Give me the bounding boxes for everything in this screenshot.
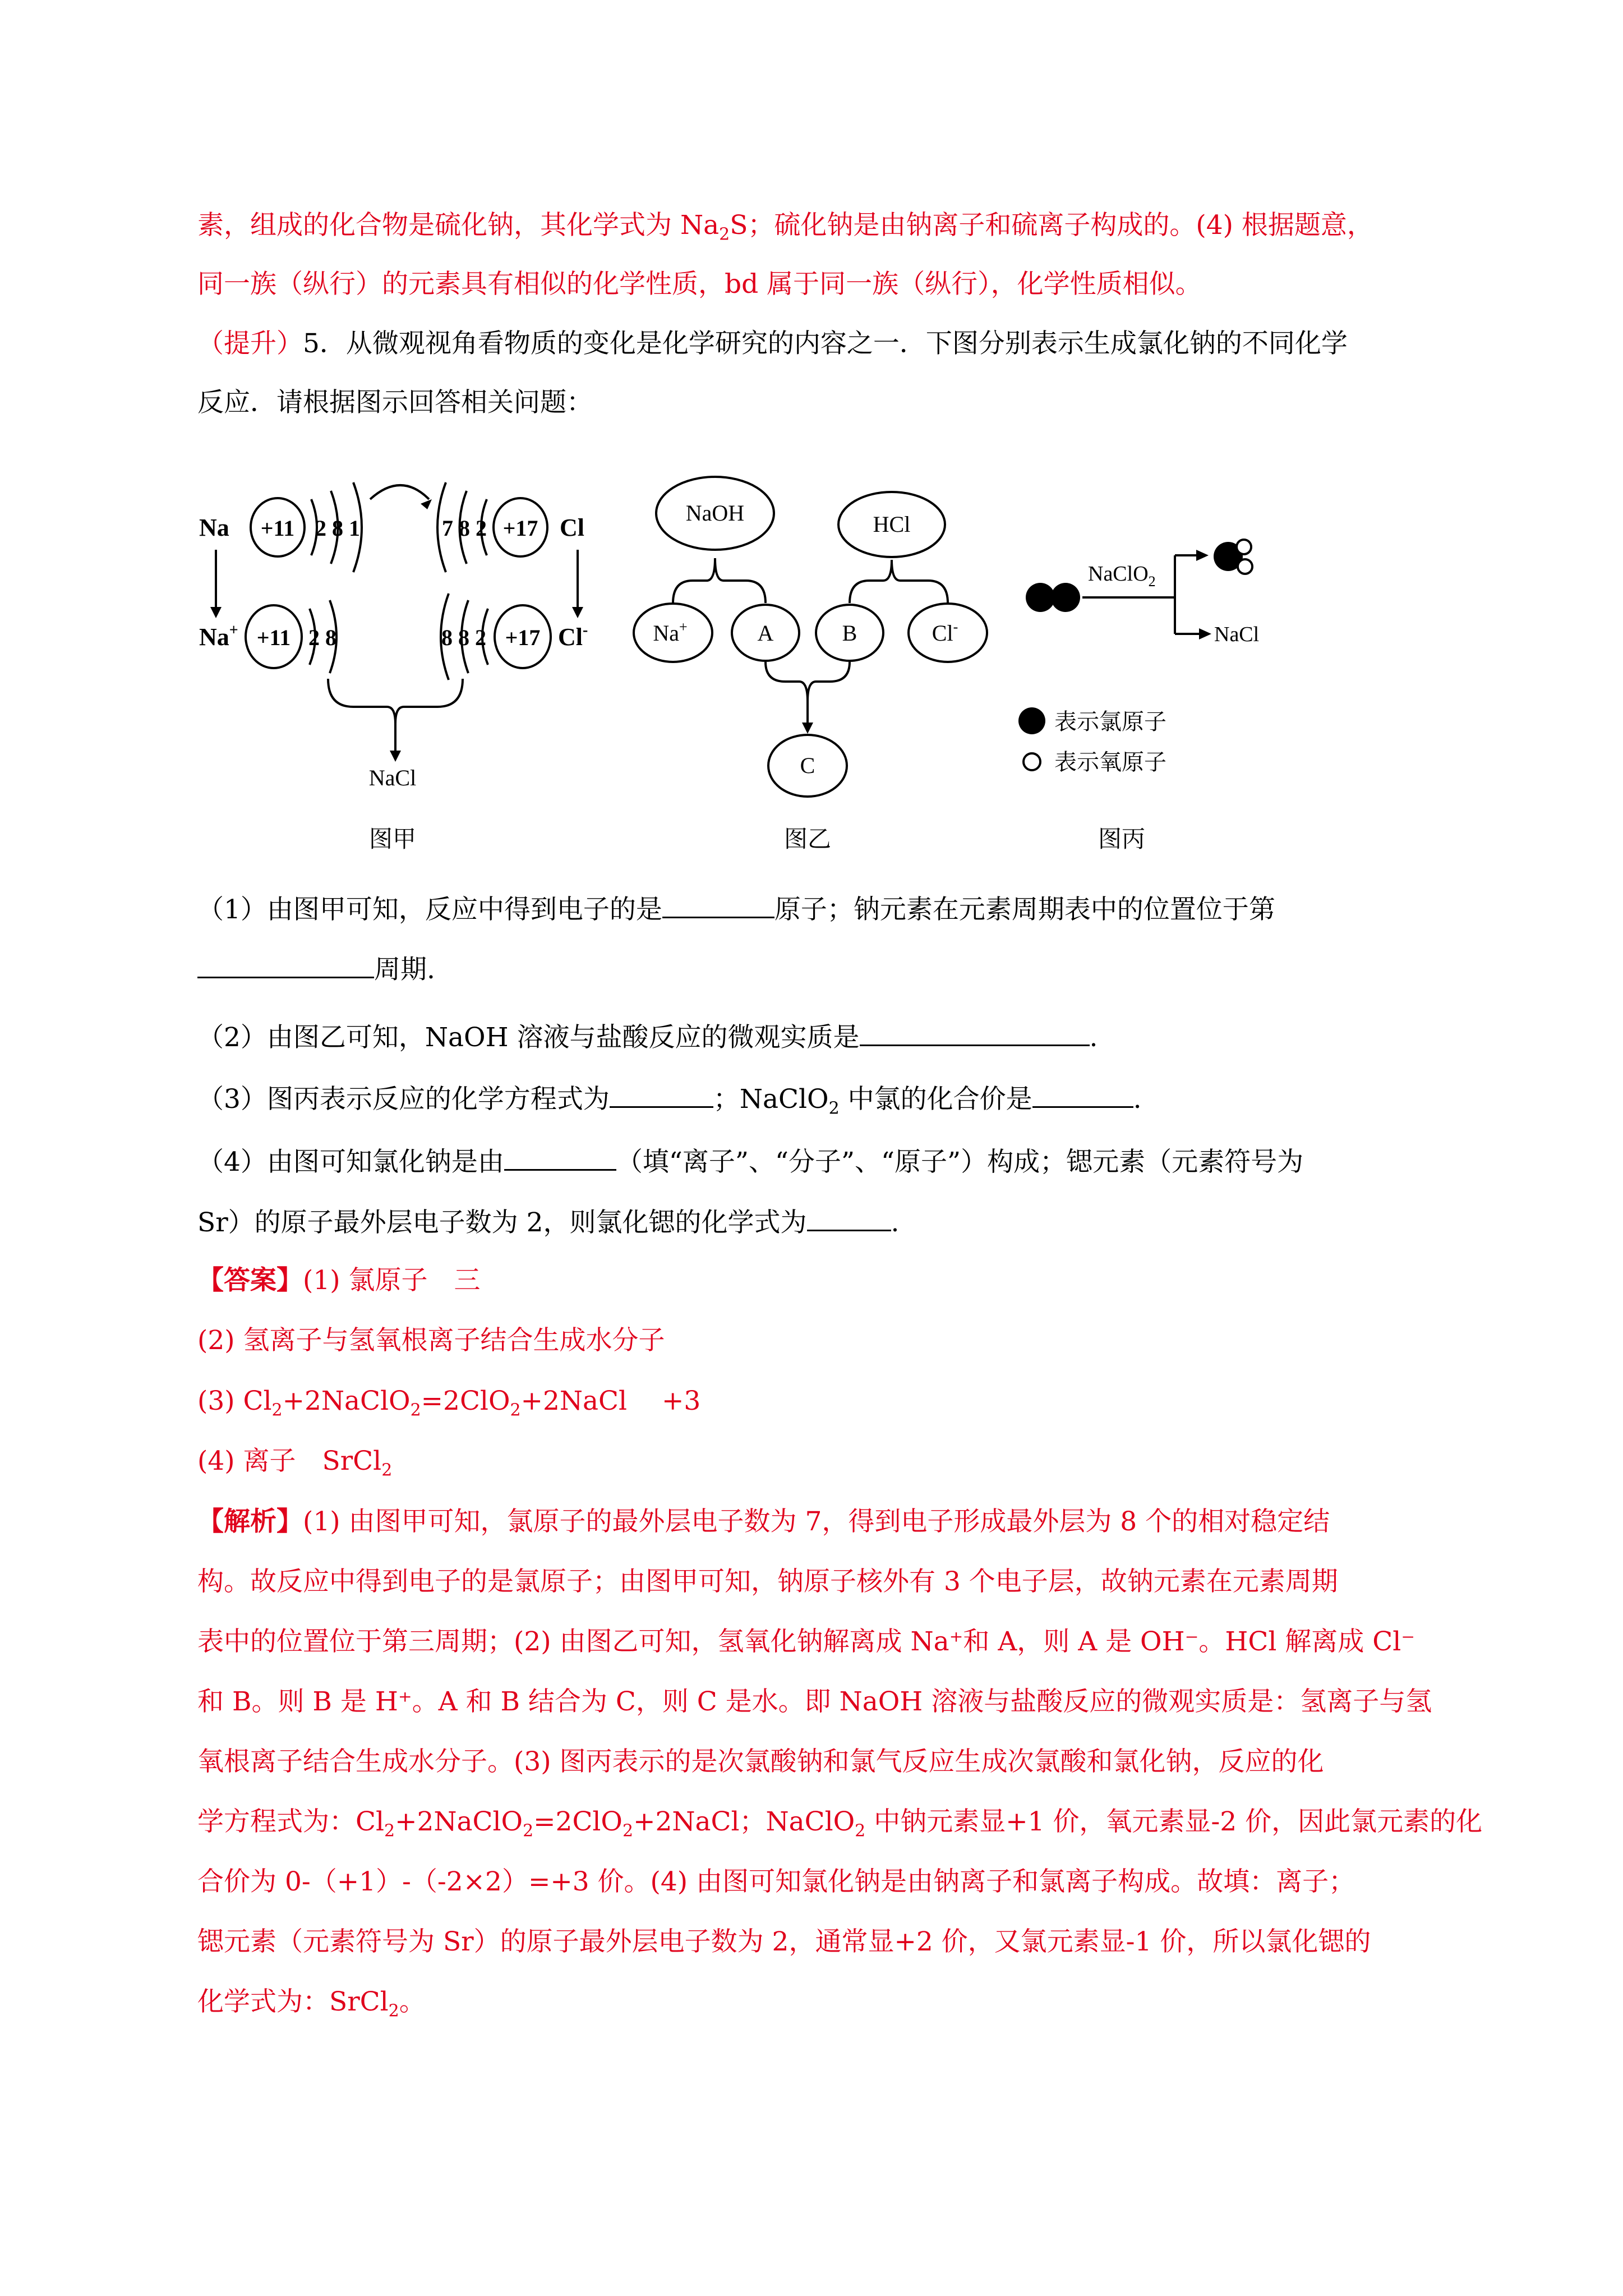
answer-tag: 【答案】 (197, 1265, 303, 1296)
cl-ion-label: Cl- (932, 619, 958, 646)
analysis-line-5: 氧根离子结合生成水分子。(3) 图丙表示的是次氯酸钠和氯气反应生成次氯酸和氯化钠，反应的化 (197, 1746, 1324, 1777)
q2-text: . (1089, 1022, 1098, 1053)
cl-shell-electrons: 7 8 2 (442, 516, 487, 541)
a-label: A (757, 620, 774, 646)
q4-text: （填“离子”、“分子”、“原子”）构成；锶元素（元素符号为 (616, 1147, 1304, 1177)
na-proton-label: +11 (260, 516, 295, 541)
figure-yi (628, 460, 1009, 864)
answer-text: (1) 氯原子 三 (303, 1265, 481, 1296)
oxygen-atom-icon (1238, 559, 1252, 574)
answer-blank[interactable] (1032, 1082, 1133, 1108)
q3-text: . (1133, 1084, 1142, 1115)
answer-blank[interactable] (662, 892, 774, 918)
chlorine-atom-icon (1026, 583, 1055, 612)
analysis-line-6: 学方程式为：$Cl_2+2NaClO_2=2ClO_2+2NaCl$；NaClO$_2$ 中钠元素显+1 价，氧元素显-2 价，因此氯元素的化 (197, 1806, 1483, 1841)
analysis-line-9: 化学式为：SrCl$_2$。 (197, 1986, 426, 2021)
question-text: 5．从微观视角看物质的变化是化学研究的内容之一．下图分别表示生成氯化钠的不同化学 (303, 328, 1348, 359)
analysis-continued-line-2: 同一族（纵行）的元素具有相似的化学性质，bd 属于同一族（纵行），化学性质相似。 (197, 269, 1202, 300)
answer-line-1 (197, 1264, 481, 1297)
na-ion-shell-electrons: 2 8 (308, 625, 336, 650)
q4-text: . (891, 1207, 900, 1238)
analysis-line-2: 构。故反应中得到电子的是氯原子；由图甲可知，钠原子核外有 3 个电子层，故钠元素在元素周期 (197, 1566, 1338, 1597)
answer-line-3: (3) $Cl_2+2NaClO_2=2ClO_2+2NaCl$ +3 (197, 1386, 701, 1420)
question-line-1 (197, 327, 1348, 361)
cl-ion-proton-label: +17 (505, 625, 541, 650)
legend-oxygen: 表示氧原子 (1054, 749, 1166, 775)
q2-text: （2）由图乙可知，NaOH 溶液与盐酸反应的微观实质是 (197, 1022, 860, 1053)
analysis-tag: 【解析】 (197, 1506, 303, 1537)
q3-text: （3）图丙表示反应的化学方程式为 (197, 1084, 610, 1115)
oxygen-legend-icon (1023, 753, 1040, 770)
q1-text: 原子；钠元素在元素周期表中的位置位于第 (774, 894, 1275, 925)
q1-line-2 (197, 952, 435, 987)
analysis-continued-line-1 (197, 209, 1373, 245)
cl-proton-label: +17 (502, 516, 538, 541)
figure-jia (191, 460, 617, 864)
q1-text: 周期. (374, 954, 435, 985)
answer-blank[interactable] (860, 1020, 1090, 1046)
analysis-line-3: 表中的位置位于第三周期；(2) 由图乙可知，氢氧化钠解离成 Na⁺和 A，则 A 是 OH⁻。HCl 解离成 Cl⁻ (197, 1626, 1415, 1657)
analysis-line-4: 和 B。则 B 是 H⁺。A 和 B 结合为 C，则 C 是水。即 NaOH 溶液与盐酸反应的微观实质是：氢离子与氢 (197, 1686, 1432, 1717)
text-run: S；硫化钠是由钠离子和硫离子构成的。(4) 根据题意， (730, 210, 1373, 241)
na-ion-proton-label: +11 (256, 625, 291, 650)
naoh-label: NaOH (685, 500, 745, 526)
question-line-2: 反应．请根据图示回答相关问题： (197, 387, 593, 418)
answer-blank[interactable] (807, 1205, 891, 1231)
reagent-label: NaClO$_2$ (1088, 562, 1156, 590)
oxygen-atom-icon (1237, 540, 1251, 554)
c-label: C (800, 753, 815, 778)
analysis-line-1: 【解析】(1) 由图甲可知，氯原子的最外层电子数为 7，得到电子形成最外层为 8 个的相对稳定结 (197, 1506, 1330, 1537)
cl-ion-shell-electrons: 8 8 2 (441, 625, 486, 650)
q4-line-1 (197, 1144, 1303, 1179)
figure-caption-bing: 图丙 (1098, 827, 1146, 853)
analysis-line-7: 合价为 0-（+1）-（-2×2）=+3 价。(4) 由图可知氯化钠是由钠离子和氯离子构成。故填：离子； (197, 1866, 1355, 1897)
figure-bing (1009, 460, 1267, 864)
cl-ion-label: Cl- (558, 622, 588, 651)
q1-line-1 (197, 892, 1275, 927)
q3-line (197, 1082, 1142, 1119)
difficulty-tag: （提升） (197, 328, 303, 359)
answer-line-4: (4) 离子 SrCl$_2$ (197, 1446, 393, 1480)
chlorine-legend-icon (1018, 707, 1045, 734)
na-shell-electrons: 2 8 1 (315, 516, 360, 541)
q1-text: （1）由图甲可知，反应中得到电子的是 (197, 894, 662, 925)
q2-line (197, 1020, 1098, 1055)
figure-caption-yi: 图乙 (783, 827, 832, 853)
q4-text: （4）由图可知氯化钠是由 (197, 1147, 504, 1177)
answer-blank[interactable] (610, 1082, 713, 1108)
figure-caption-jia: 图甲 (368, 827, 417, 853)
answer-blank[interactable] (504, 1144, 616, 1171)
na-label: Na (199, 514, 229, 541)
cl-label: Cl (560, 514, 584, 541)
nacl-product-label: NaCl (368, 765, 417, 790)
hcl-label: HCl (873, 512, 911, 537)
product-label: NaCl (1214, 623, 1260, 646)
na-ion-label: Na+ (653, 619, 688, 646)
chlorine-atom-icon (1051, 583, 1080, 612)
answer-line-2: (2) 氢离子与氢氧根离子结合生成水分子 (197, 1325, 665, 1356)
q4-text: Sr）的原子最外层电子数为 2，则氯化锶的化学式为 (197, 1207, 807, 1238)
na-ion-label: Na+ (199, 622, 238, 651)
subscript: 2 (828, 1098, 840, 1119)
q3-text: 中氯的化合价是 (839, 1084, 1032, 1115)
subscript: 2 (719, 224, 730, 245)
analysis-line-8: 锶元素（元素符号为 Sr）的原子最外层电子数为 2，通常显+2 价，又氯元素显-1 价，所以氯化锶的 (197, 1926, 1371, 1957)
q3-text: ；NaClO (713, 1084, 829, 1115)
text-run: 素，组成的化合物是硫化钠，其化学式为 Na (197, 210, 720, 241)
q4-line-2 (197, 1205, 899, 1240)
answer-blank[interactable] (197, 952, 374, 978)
legend-chlorine: 表示氯原子 (1054, 709, 1166, 734)
b-label: B (842, 620, 857, 646)
